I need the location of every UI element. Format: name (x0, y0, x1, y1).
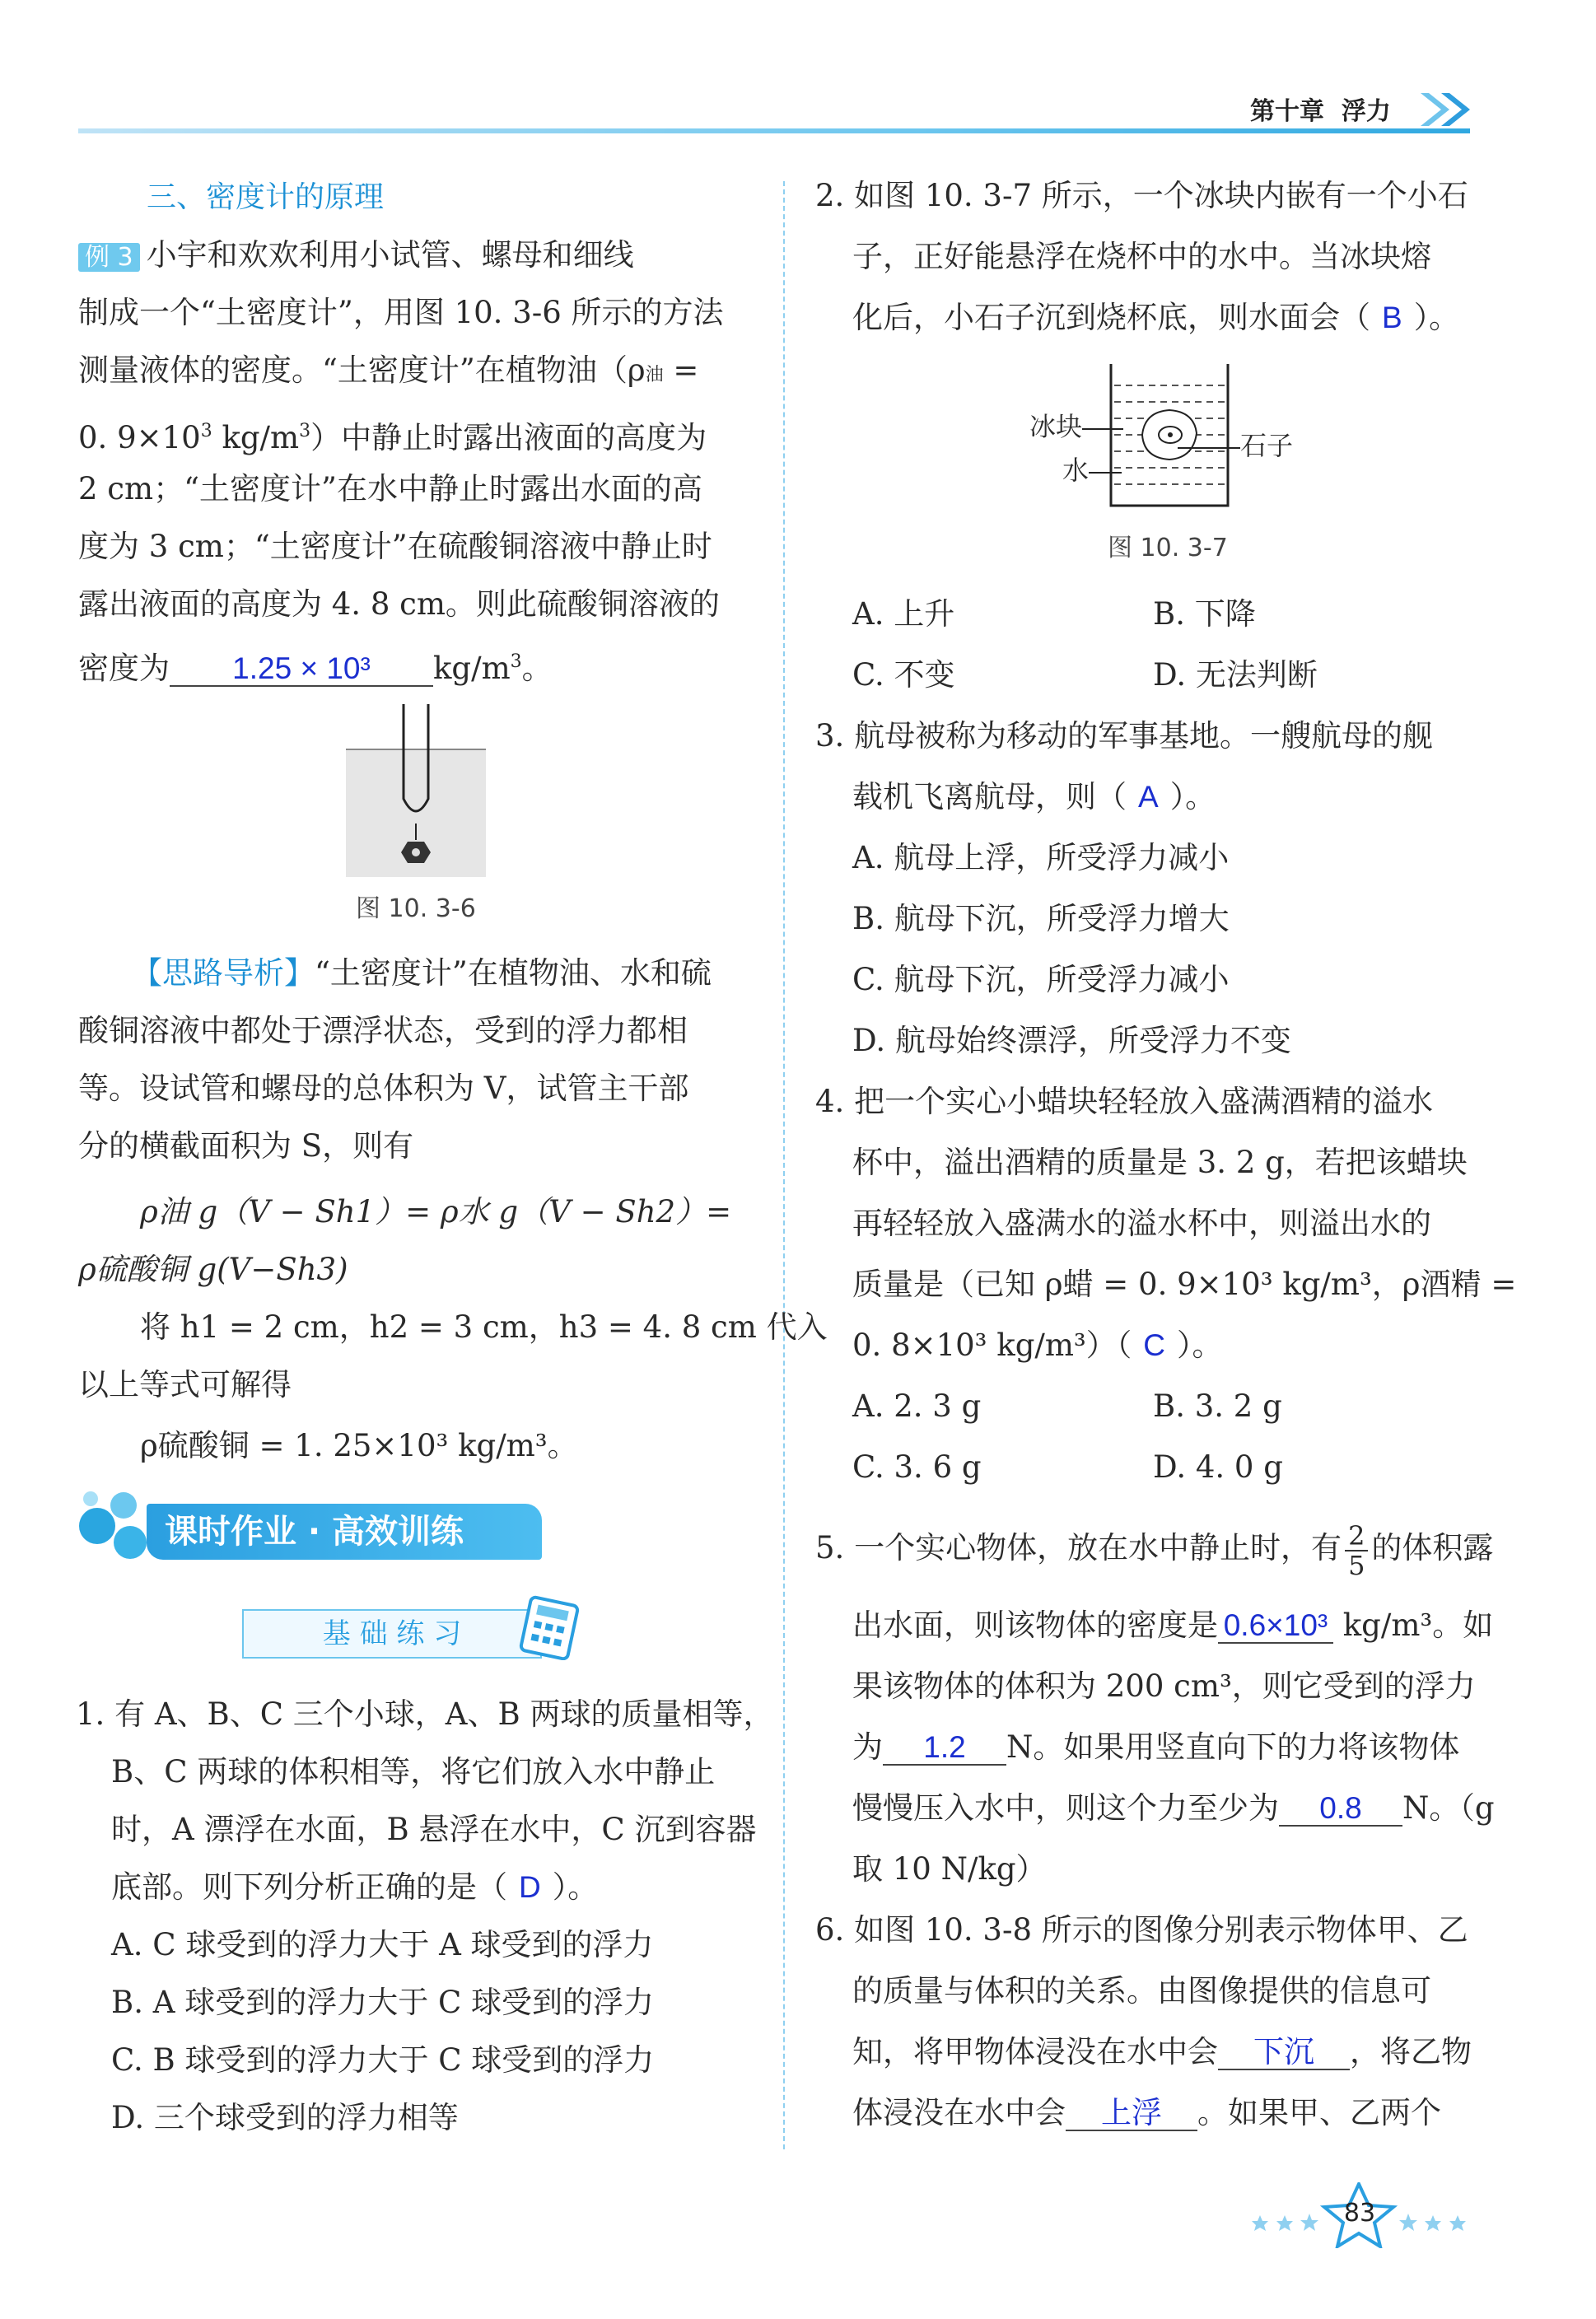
q2-label-water: 水 (1062, 449, 1122, 492)
calculator-icon (519, 1594, 585, 1660)
example-line-1: 例 3 小宇和欢欢利用小试管、螺母和细线 (78, 234, 634, 279)
analysis-line-4: 分的横截面积为 S，则有 (78, 1128, 414, 1164)
q1-line-1: 1. 有 A、B、C 三个小球，A、B 两球的质量相等， (76, 1696, 774, 1732)
example-badge: 例 3 (78, 243, 140, 272)
q5-line-4: 为 1.2 N。如果用竖直向下的力将该物体 (852, 1729, 1460, 1765)
q1-option-a: A. C 球受到的浮力大于 A 球受到的浮力 (111, 1927, 654, 1962)
example-answer: 1.25 × 10³ (232, 651, 371, 685)
q3-line-1: 3. 航母被称为移动的军事基地。一艘航母的舰 (815, 718, 1434, 754)
q1-answer: D (519, 1870, 541, 1904)
q2-option-c: C. 不变 (852, 657, 955, 693)
q2-label-ice: 冰块 (1029, 405, 1123, 448)
equation-2: ρ硫酸铜 g(V−Sh3) (78, 1252, 348, 1287)
q1-line-3: 时，A 漂浮在水面，B 悬浮在水中，C 沉到容器 (111, 1812, 757, 1847)
q5-answer-buoyancy: 1.2 (923, 1730, 966, 1764)
figure-caption-10-3-7: 图 10. 3-7 (1108, 534, 1228, 562)
q6-line-1: 6. 如图 10. 3-8 所示的图像分别表示物体甲、乙 (815, 1912, 1468, 1948)
example-line-3: 测量液体的密度。“土密度计”在植物油（ρ油 = (78, 352, 699, 388)
q1-option-d: D. 三个球受到的浮力相等 (111, 2100, 459, 2135)
q4-line-1: 4. 把一个实心小蜡块轻轻放入盛满酒精的溢水 (815, 1084, 1434, 1119)
q4-option-d: D. 4. 0 g (1153, 1449, 1283, 1485)
example-line-8: 密度为 1.25 × 10³ $kg/m^3$。 (78, 651, 553, 686)
header-rule (78, 128, 1470, 133)
q5-line-5: 慢慢压入水中，则这个力至少为 0.8 N。（g (852, 1790, 1495, 1826)
q4-line-4: 质量是（已知 ρ蜡 = 0. 9×10³ kg/m³，ρ酒精 = (852, 1267, 1517, 1302)
section-title: 三、密度计的原理 (147, 180, 385, 214)
q5-line-2: 出水面，则该物体的密度是 0.6×10³ kg/m³。如 (852, 1607, 1494, 1643)
q2-line-2: 子，正好能悬浮在烧杯中的水中。当冰块熔 (852, 239, 1431, 274)
q3-option-b: B. 航母下沉，所受浮力增大 (852, 901, 1230, 936)
example-line-5: 2 cm；“土密度计”在水中静止时露出水面的高 (78, 471, 702, 506)
q2-line-1: 2. 如图 10. 3-7 所示，一个冰块内嵌有一个小石 (815, 178, 1468, 213)
q5-answer-density: 0.6×10³ (1223, 1608, 1328, 1642)
q4-option-a: A. 2. 3 g (852, 1388, 982, 1424)
result-line: ρ硫酸铜 = 1. 25×10³ kg/m³。 (140, 1428, 578, 1463)
analysis-tag: 【思路导析】 (132, 955, 315, 991)
column-divider (783, 181, 785, 2149)
sub-banner-basic-practice: 基 础 练 习 (242, 1609, 542, 1659)
q2-option-b: B. 下降 (1153, 596, 1256, 632)
q3-option-c: C. 航母下沉，所受浮力减小 (852, 962, 1230, 997)
q3-option-d: D. 航母始终漂浮，所受浮力不变 (852, 1023, 1291, 1058)
example-line-6: 度为 3 cm；“土密度计”在硫酸铜溶液中静止时 (78, 529, 712, 564)
q1-option-b: B. A 球受到的浮力大于 C 球受到的浮力 (111, 1985, 655, 2020)
analysis-line-1: 【思路导析】“土密度计”在植物油、水和硫 (132, 955, 712, 991)
substitution-line-1: 将 h1 = 2 cm，h2 = 3 cm，h3 = 4. 8 cm 代入 (140, 1309, 828, 1345)
figure-10-3-6 (346, 700, 486, 877)
q6-line-3: 知，将甲物体浸没在水中会 下沉 ，将乙物 (852, 2034, 1472, 2069)
q1-line-2: B、C 两球的体积相等，将它们放入水中静止 (111, 1754, 716, 1789)
q3-line-2: 载机飞离航母，则（ A ）。 (852, 779, 1216, 814)
example-line-4: 0. $9\times 10^3$ $kg/m^3$）中静止时露出液面的高度为 (78, 420, 707, 455)
q6-line-4: 体浸没在水中会 上浮 。如果甲、乙两个 (852, 2095, 1441, 2130)
analysis-line-3: 等。设试管和螺母的总体积为 V，试管主干部 (78, 1071, 689, 1106)
q4-line-2: 杯中，溢出酒精的质量是 3. 2 g，若把该蜡块 (852, 1145, 1468, 1180)
figure-caption-10-3-6: 图 10. 3-6 (356, 894, 476, 923)
fraction-two-fifths: $\frac{2}{5}$ (1345, 1522, 1368, 1579)
q2-label-stone: 石子 (1178, 424, 1293, 467)
page-number: 83 (1343, 2199, 1376, 2228)
analysis-line-2: 酸铜溶液中都处于漂浮状态，受到的浮力都相 (78, 1013, 688, 1048)
banner-homework: 课时作业 · 高效训练 (147, 1504, 542, 1560)
q4-line-3: 再轻轻放入盛满水的溢水杯中，则溢出水的 (852, 1206, 1431, 1241)
q1-line-4: 底部。则下列分析正确的是（ D ）。 (111, 1869, 599, 1905)
q4-option-c: C. 3. 6 g (852, 1449, 982, 1485)
q6-answer-a: 下沉 (1253, 2035, 1314, 2069)
q5-line-6: 取 10 N/kg） (852, 1851, 1047, 1887)
equation-1: ρ油 g（V − Sh1）= ρ水 g（V − Sh2）= (140, 1194, 732, 1229)
chevron-arrows-icon (1416, 89, 1491, 130)
q6-line-2: 的质量与体积的关系。由图像提供的信息可 (852, 1973, 1431, 2009)
chapter-label: 第十章 浮力 (1250, 97, 1391, 126)
q3-answer: A (1138, 780, 1159, 814)
substitution-line-2: 以上等式可解得 (78, 1367, 292, 1402)
q2-answer: B (1382, 301, 1402, 334)
example-line-7: 露出液面的高度为 4. 8 cm。则此硫酸铜溶液的 (78, 586, 720, 622)
q6-answer-b: 上浮 (1101, 2096, 1162, 2130)
q5-answer-force: 0.8 (1319, 1791, 1362, 1825)
q2-option-a: A. 上升 (852, 596, 955, 632)
q2-option-d: D. 无法判断 (1153, 657, 1318, 693)
q4-line-5: 0. 8×10³ kg/m³）（ C ）。 (852, 1327, 1223, 1363)
q4-option-b: B. 3. 2 g (1153, 1388, 1282, 1424)
q3-option-a: A. 航母上浮，所受浮力减小 (852, 840, 1230, 875)
q2-line-3: 化后，小石子沉到烧杯底，则水面会（ B ）。 (852, 300, 1460, 335)
q5-line-3: 果该物体的体积为 200 cm³，则它受到的浮力 (852, 1668, 1476, 1704)
example-line-2: 制成一个“土密度计”，用图 10. 3-6 所示的方法 (78, 295, 724, 330)
q4-answer: C (1143, 1328, 1166, 1362)
q5-line-1: 5. 一个实心物体，放在水中静止时，有 $\frac{2}{5}$ 的体积露 (815, 1519, 1494, 1581)
q1-option-c: C. B 球受到的浮力大于 C 球受到的浮力 (111, 2042, 655, 2078)
